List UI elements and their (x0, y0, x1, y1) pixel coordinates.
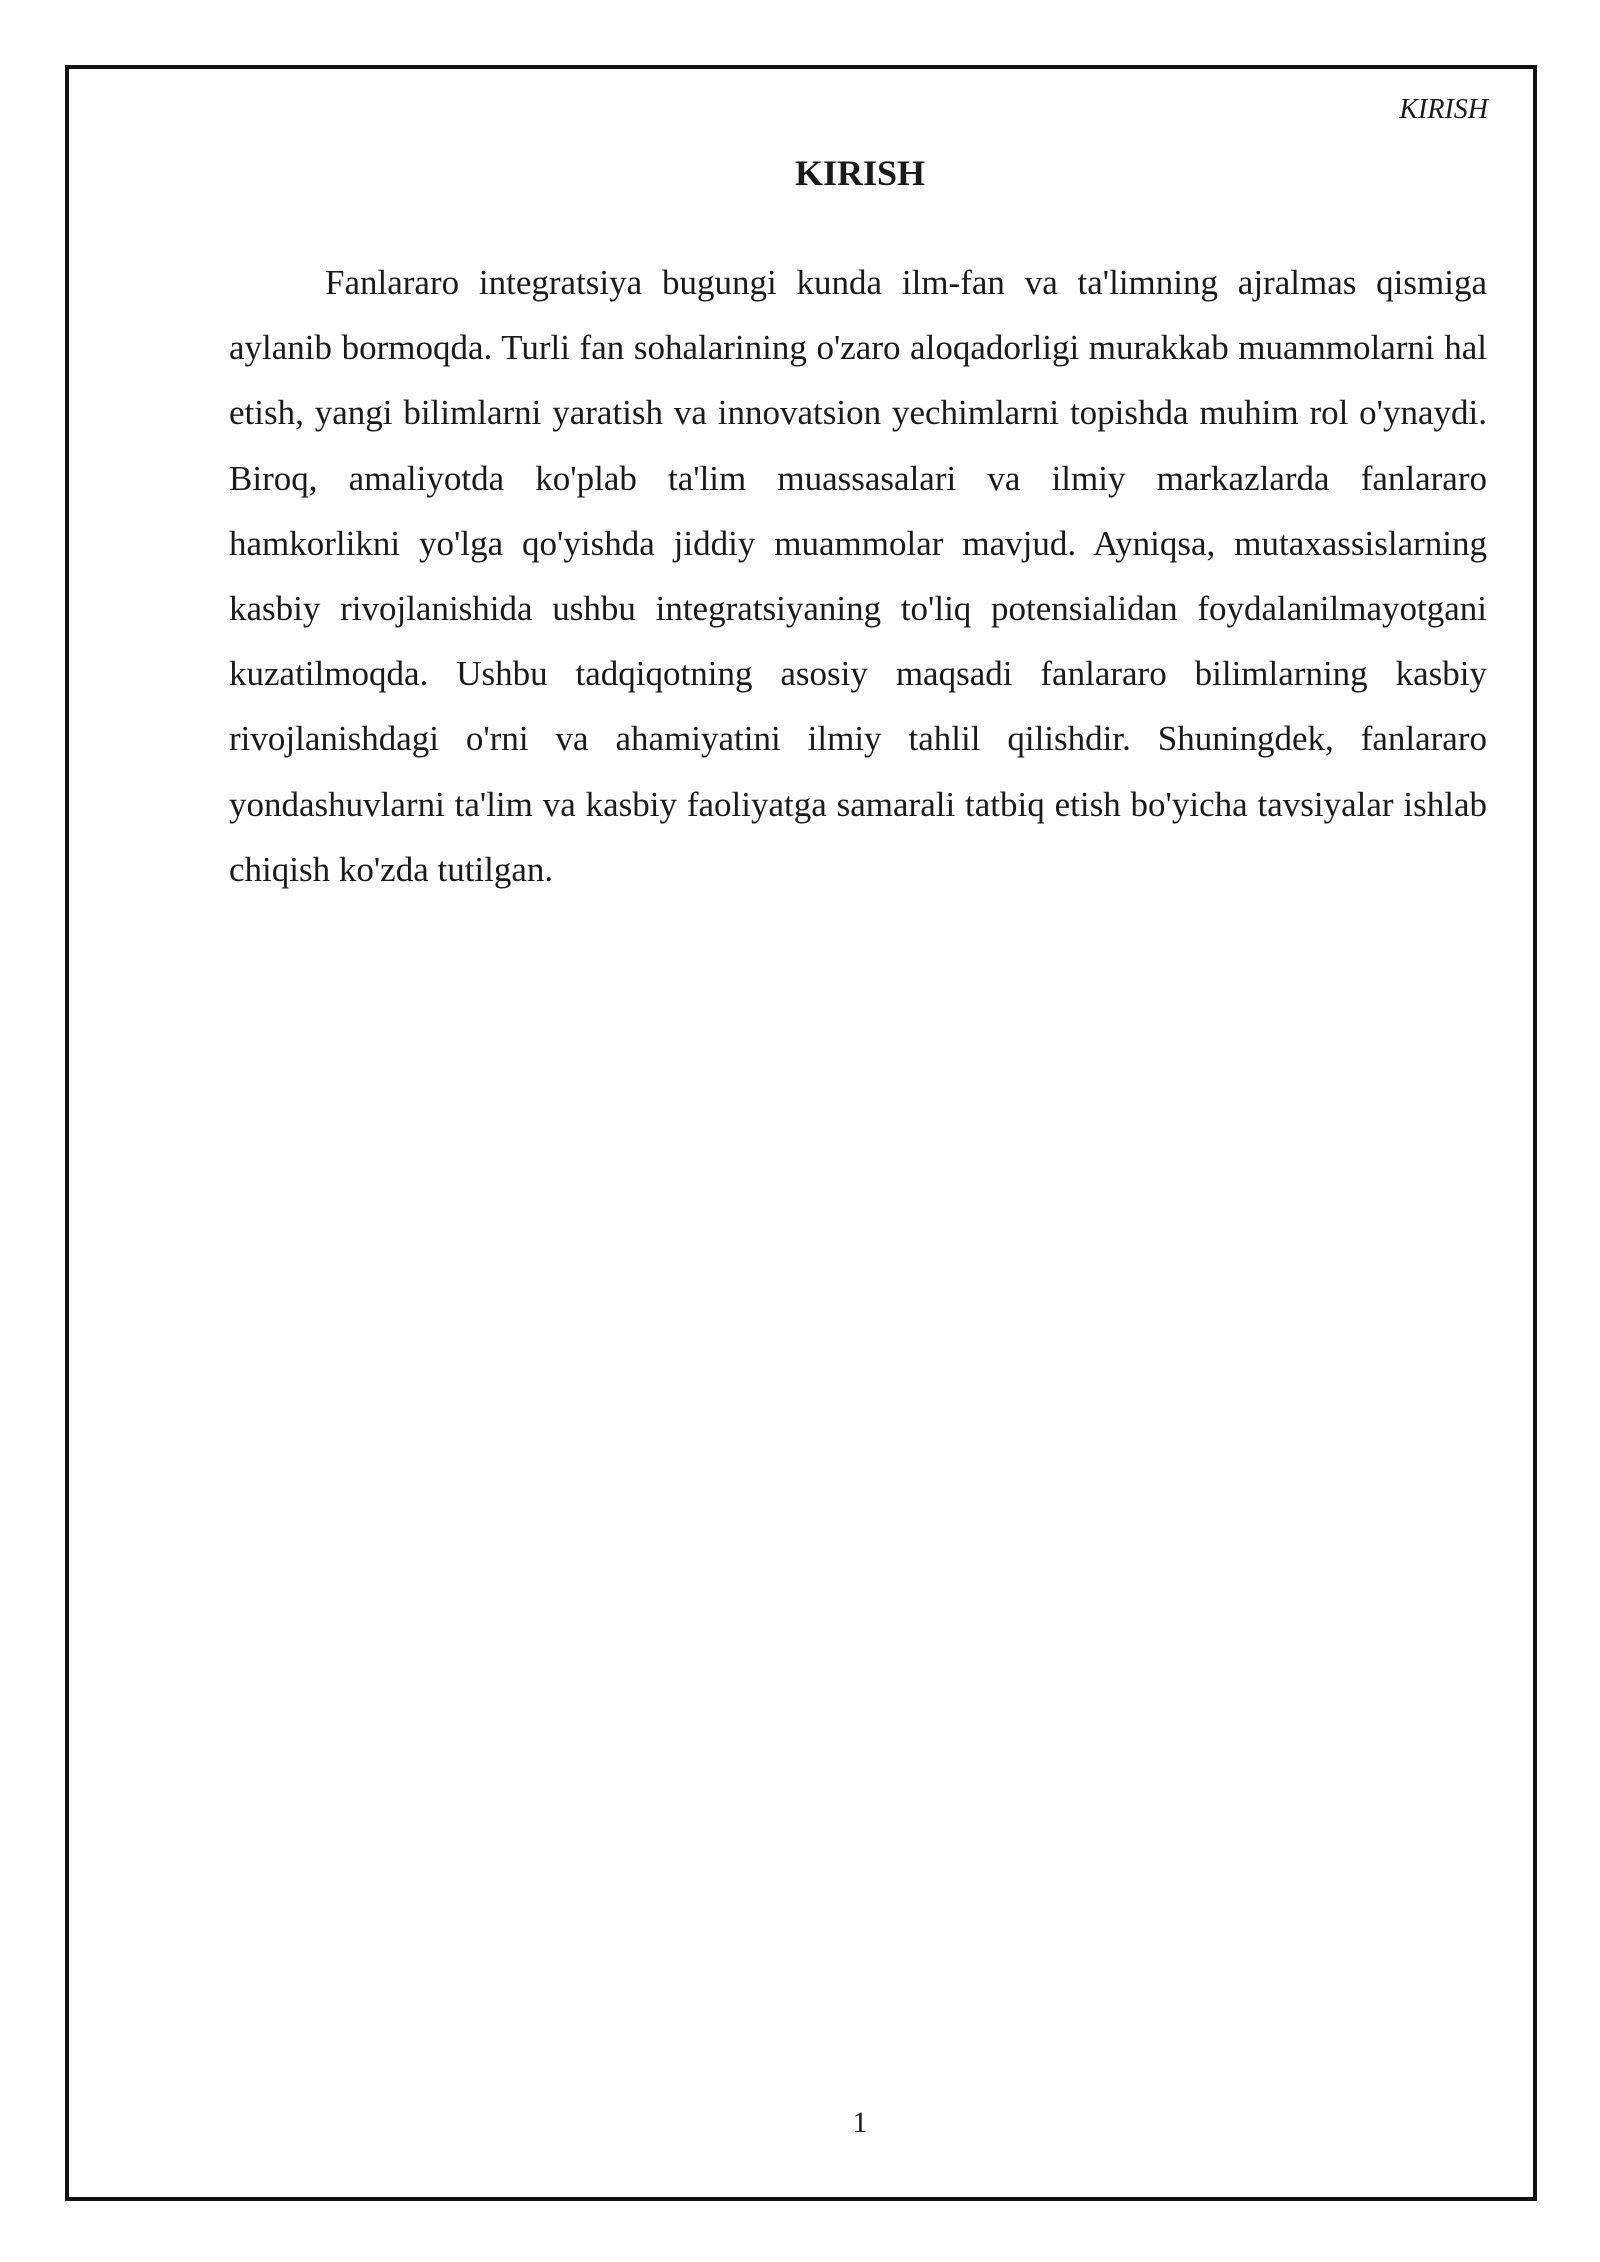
page-number: 1 (852, 2106, 868, 2139)
body-paragraph: Fanlararo integratsiya bugungi kunda ilm-fan va ta'limning ajralmas qismiga aylanib bormoqda. Turli fan sohalarining o'zaro aloqadorligi murakkab muammolarni hal etish, yangi bilimlarni yaratish va innovatsion yechimlarni topishda muhim rol o'ynaydi. Biroq, amaliyotda ko'plab ta'lim muassasalari va ilmiy markazlarda fanlararo hamkorlikni yo'lga qo'yishda jiddiy muammolar mavjud. Ayniqsa, mutaxassislarning kasbiy rivojlanishida ushbu integratsiyaning to'liq potensialidan foydalanilmayotgani kuzatilmoqda. Ushbu tadqiqotning asosiy maqsadi fanlararo bilimlarning kasbiy rivojlanishdagi o'rni va ahamiyatini ilmiy tahlil qilishdir. Shuningdek, fanlararo yondashuvlarni ta'lim va kasbiy faoliyatga samarali tatbiq etish bo'yicha tavsiyalar ishlab chiqish ko'zda tutilgan. (229, 263, 1487, 889)
running-header: KIRISH (1399, 94, 1488, 125)
page-title: KIRISH (794, 153, 926, 193)
